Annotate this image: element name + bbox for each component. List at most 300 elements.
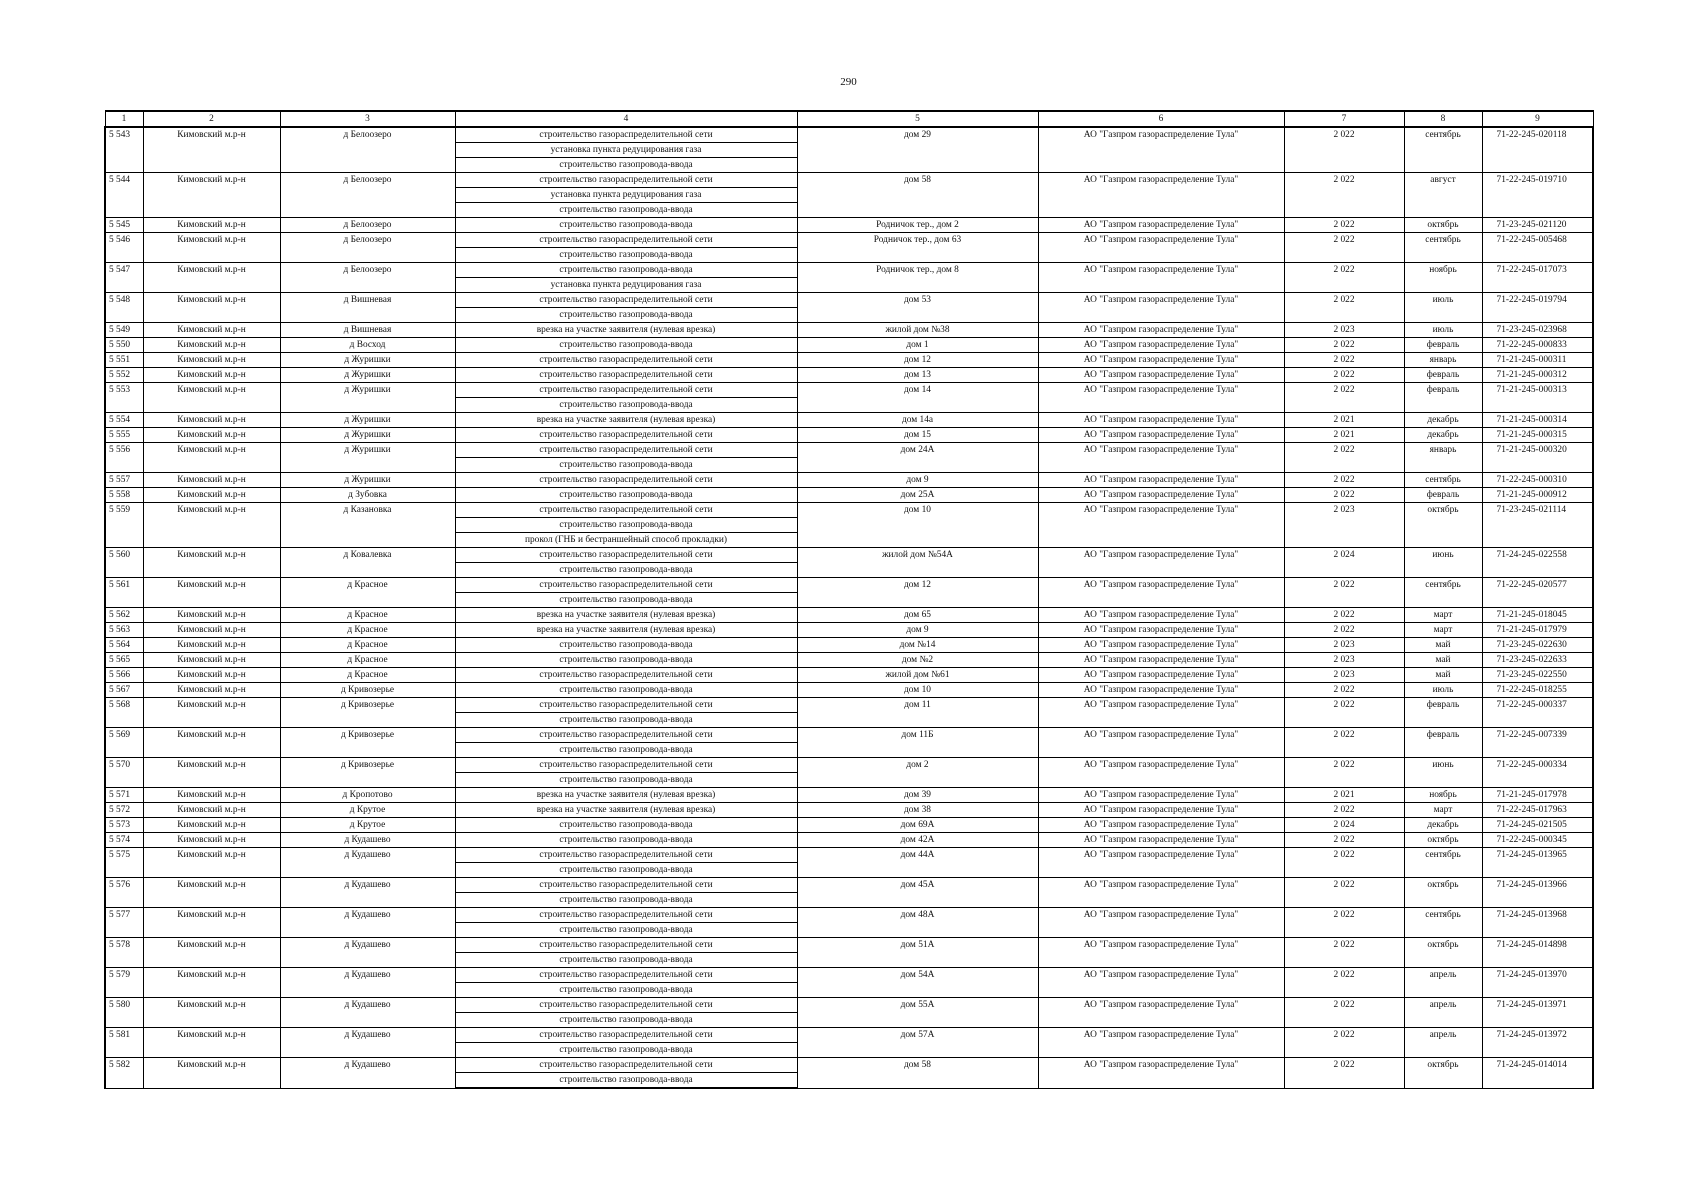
work-type-cell: строительство газораспределительной сети [455, 1028, 797, 1043]
work-type-cell: строительство газораспределительной сети [455, 848, 797, 863]
work-type-cell: строительство газопровода-ввода [455, 248, 797, 263]
locality-cell: д Кудашево [280, 878, 455, 908]
table-row [105, 758, 1593, 773]
table-row [105, 503, 1593, 518]
work-type-cell: строительство газопровода-ввода [455, 983, 797, 998]
locality-cell: д Вишневая [280, 293, 455, 323]
year-cell: 2 022 [1284, 998, 1404, 1028]
locality-cell: д Красное [280, 623, 455, 638]
year-cell: 2 022 [1284, 908, 1404, 938]
month-cell: январь [1404, 443, 1482, 473]
address-cell: дом 1 [797, 338, 1038, 353]
table-row [105, 488, 1593, 503]
address-cell: дом 12 [797, 578, 1038, 608]
work-type-cell: строительство газопровода-ввода [455, 653, 797, 668]
work-type-cell: строительство газопровода-ввода [455, 743, 797, 758]
work-type-cell: строительство газораспределительной сети [455, 233, 797, 248]
table-row [105, 908, 1593, 923]
row-number-cell: 5 581 [105, 1028, 143, 1058]
row-number-cell: 5 566 [105, 668, 143, 683]
organization-cell: АО "Газпром газораспределение Тула" [1038, 383, 1284, 413]
row-number-cell: 5 551 [105, 353, 143, 368]
work-type-cell: строительство газопровода-ввода [455, 488, 797, 503]
organization-cell: АО "Газпром газораспределение Тула" [1038, 368, 1284, 383]
row-number-cell: 5 578 [105, 938, 143, 968]
code-cell: 71-21-245-000311 [1482, 353, 1593, 368]
organization-cell: АО "Газпром газораспределение Тула" [1038, 578, 1284, 608]
year-cell: 2 022 [1284, 938, 1404, 968]
row-number-cell: 5 544 [105, 173, 143, 218]
column-header-row [105, 111, 1593, 127]
locality-cell: д Красное [280, 668, 455, 683]
work-type-cell: строительство газораспределительной сети [455, 878, 797, 893]
month-cell: декабрь [1404, 428, 1482, 443]
code-cell: 71-22-245-018255 [1482, 683, 1593, 698]
table-row [105, 368, 1593, 383]
address-cell: дом 58 [797, 173, 1038, 218]
row-number-cell: 5 579 [105, 968, 143, 998]
row-number-cell: 5 576 [105, 878, 143, 908]
code-cell: 71-24-245-013971 [1482, 998, 1593, 1028]
locality-cell: д Ковалевка [280, 548, 455, 578]
district-cell: Кимовский м.р-н [143, 833, 280, 848]
address-cell: дом 55А [797, 998, 1038, 1028]
year-cell: 2 023 [1284, 323, 1404, 338]
organization-cell: АО "Газпром газораспределение Тула" [1038, 323, 1284, 338]
month-cell: март [1404, 608, 1482, 623]
year-cell: 2 022 [1284, 878, 1404, 908]
month-cell: февраль [1404, 698, 1482, 728]
address-cell: дом 10 [797, 683, 1038, 698]
code-cell: 71-22-245-000337 [1482, 698, 1593, 728]
year-cell: 2 021 [1284, 428, 1404, 443]
row-number-cell: 5 561 [105, 578, 143, 608]
locality-cell: д Кудашево [280, 1028, 455, 1058]
month-cell: сентябрь [1404, 127, 1482, 173]
table-row [105, 413, 1593, 428]
row-number-cell: 5 574 [105, 833, 143, 848]
organization-cell: АО "Газпром газораспределение Тула" [1038, 848, 1284, 878]
locality-cell: д Белоозеро [280, 127, 455, 173]
table-row [105, 938, 1593, 953]
address-cell: Родничок тер., дом 2 [797, 218, 1038, 233]
district-cell: Кимовский м.р-н [143, 818, 280, 833]
organization-cell: АО "Газпром газораспределение Тула" [1038, 548, 1284, 578]
code-cell: 71-24-245-021505 [1482, 818, 1593, 833]
month-cell: май [1404, 653, 1482, 668]
address-cell: дом №2 [797, 653, 1038, 668]
address-cell: дом 65 [797, 608, 1038, 623]
address-cell: жилой дом №54А [797, 548, 1038, 578]
work-type-cell: строительство газораспределительной сети [455, 173, 797, 188]
row-number-cell: 5 575 [105, 848, 143, 878]
locality-cell: д Казановка [280, 503, 455, 548]
code-cell: 71-23-245-022630 [1482, 638, 1593, 653]
month-cell: июль [1404, 683, 1482, 698]
month-cell: сентябрь [1404, 578, 1482, 608]
code-cell: 71-22-245-017963 [1482, 803, 1593, 818]
table-row [105, 338, 1593, 353]
column-header: 7 [1284, 111, 1404, 127]
work-type-cell: строительство газопровода-ввода [455, 893, 797, 908]
work-type-cell: строительство газораспределительной сети [455, 968, 797, 983]
row-number-cell: 5 554 [105, 413, 143, 428]
work-type-cell: строительство газораспределительной сети [455, 938, 797, 953]
organization-cell: АО "Газпром газораспределение Тула" [1038, 818, 1284, 833]
work-type-cell: строительство газораспределительной сети [455, 698, 797, 713]
locality-cell: д Кудашево [280, 998, 455, 1028]
address-cell: дом 14 [797, 383, 1038, 413]
district-cell: Кимовский м.р-н [143, 938, 280, 968]
table-row [105, 173, 1593, 188]
year-cell: 2 022 [1284, 233, 1404, 263]
district-cell: Кимовский м.р-н [143, 623, 280, 638]
year-cell: 2 024 [1284, 548, 1404, 578]
district-cell: Кимовский м.р-н [143, 998, 280, 1028]
month-cell: сентябрь [1404, 908, 1482, 938]
row-number-cell: 5 571 [105, 788, 143, 803]
locality-cell: д Красное [280, 578, 455, 608]
locality-cell: д Кривозерье [280, 758, 455, 788]
work-type-cell: строительство газопровода-ввода [455, 458, 797, 473]
organization-cell: АО "Газпром газораспределение Тула" [1038, 998, 1284, 1028]
organization-cell: АО "Газпром газораспределение Тула" [1038, 353, 1284, 368]
row-number-cell: 5 564 [105, 638, 143, 653]
locality-cell: д Журишки [280, 413, 455, 428]
work-type-cell: строительство газораспределительной сети [455, 353, 797, 368]
address-cell: дом 53 [797, 293, 1038, 323]
work-type-cell: строительство газопровода-ввода [455, 863, 797, 878]
year-cell: 2 022 [1284, 473, 1404, 488]
table-row [105, 623, 1593, 638]
table-row [105, 698, 1593, 713]
table-row [105, 323, 1593, 338]
work-type-cell: строительство газопровода-ввода [455, 593, 797, 608]
locality-cell: д Кудашево [280, 968, 455, 998]
organization-cell: АО "Газпром газораспределение Тула" [1038, 263, 1284, 293]
district-cell: Кимовский м.р-н [143, 503, 280, 548]
organization-cell: АО "Газпром газораспределение Тула" [1038, 608, 1284, 623]
locality-cell: д Журишки [280, 473, 455, 488]
data-table [104, 110, 1594, 1089]
month-cell: октябрь [1404, 1058, 1482, 1089]
work-type-cell: врезка на участке заявителя (нулевая врезка) [455, 608, 797, 623]
month-cell: январь [1404, 353, 1482, 368]
district-cell: Кимовский м.р-н [143, 698, 280, 728]
code-cell: 71-21-245-017978 [1482, 788, 1593, 803]
row-number-cell: 5 565 [105, 653, 143, 668]
month-cell: октябрь [1404, 218, 1482, 233]
organization-cell: АО "Газпром газораспределение Тула" [1038, 803, 1284, 818]
work-type-cell: строительство газораспределительной сети [455, 443, 797, 458]
address-cell: дом №14 [797, 638, 1038, 653]
organization-cell: АО "Газпром газораспределение Тула" [1038, 653, 1284, 668]
row-number-cell: 5 555 [105, 428, 143, 443]
locality-cell: д Кудашево [280, 833, 455, 848]
locality-cell: д Кривозерье [280, 728, 455, 758]
month-cell: ноябрь [1404, 263, 1482, 293]
address-cell: дом 51А [797, 938, 1038, 968]
work-type-cell: строительство газопровода-ввода [455, 818, 797, 833]
column-header: 3 [280, 111, 455, 127]
month-cell: декабрь [1404, 413, 1482, 428]
address-cell: дом 58 [797, 1058, 1038, 1089]
table-row [105, 233, 1593, 248]
address-cell: дом 42А [797, 833, 1038, 848]
locality-cell: д Журишки [280, 428, 455, 443]
year-cell: 2 022 [1284, 848, 1404, 878]
district-cell: Кимовский м.р-н [143, 803, 280, 818]
work-type-cell: строительство газораспределительной сети [455, 908, 797, 923]
month-cell: февраль [1404, 383, 1482, 413]
work-type-cell: строительство газораспределительной сети [455, 383, 797, 398]
organization-cell: АО "Газпром газораспределение Тула" [1038, 908, 1284, 938]
table-row [105, 608, 1593, 623]
district-cell: Кимовский м.р-н [143, 638, 280, 653]
district-cell: Кимовский м.р-н [143, 683, 280, 698]
column-header: 9 [1482, 111, 1593, 127]
code-cell: 71-24-245-014014 [1482, 1058, 1593, 1089]
table-row [105, 353, 1593, 368]
district-cell: Кимовский м.р-н [143, 608, 280, 623]
year-cell: 2 021 [1284, 413, 1404, 428]
district-cell: Кимовский м.р-н [143, 968, 280, 998]
address-cell: дом 48А [797, 908, 1038, 938]
work-type-cell: прокол (ГНБ и бестраншейный способ прокладки) [455, 533, 797, 548]
locality-cell: д Вишневая [280, 323, 455, 338]
table-row [105, 668, 1593, 683]
row-number-cell: 5 558 [105, 488, 143, 503]
table-row [105, 263, 1593, 278]
locality-cell: д Кропотово [280, 788, 455, 803]
address-cell: дом 25А [797, 488, 1038, 503]
locality-cell: д Кривозерье [280, 683, 455, 698]
code-cell: 71-22-245-000334 [1482, 758, 1593, 788]
row-number-cell: 5 577 [105, 908, 143, 938]
table-row [105, 218, 1593, 233]
month-cell: февраль [1404, 488, 1482, 503]
district-cell: Кимовский м.р-н [143, 878, 280, 908]
year-cell: 2 024 [1284, 818, 1404, 833]
address-cell: дом 11Б [797, 728, 1038, 758]
code-cell: 71-22-245-000310 [1482, 473, 1593, 488]
column-header: 2 [143, 111, 280, 127]
column-header: 8 [1404, 111, 1482, 127]
work-type-cell: строительство газопровода-ввода [455, 1013, 797, 1028]
work-type-cell: строительство газораспределительной сети [455, 473, 797, 488]
year-cell: 2 022 [1284, 263, 1404, 293]
work-type-cell: строительство газораспределительной сети [455, 503, 797, 518]
organization-cell: АО "Газпром газораспределение Тула" [1038, 668, 1284, 683]
code-cell: 71-21-245-000912 [1482, 488, 1593, 503]
code-cell: 71-22-245-000833 [1482, 338, 1593, 353]
district-cell: Кимовский м.р-н [143, 548, 280, 578]
table-row [105, 638, 1593, 653]
month-cell: июнь [1404, 548, 1482, 578]
work-type-cell: врезка на участке заявителя (нулевая врезка) [455, 323, 797, 338]
locality-cell: д Белоозеро [280, 173, 455, 218]
table-row [105, 788, 1593, 803]
locality-cell: д Журишки [280, 368, 455, 383]
work-type-cell: строительство газопровода-ввода [455, 563, 797, 578]
month-cell: октябрь [1404, 938, 1482, 968]
code-cell: 71-24-245-013972 [1482, 1028, 1593, 1058]
organization-cell: АО "Газпром газораспределение Тула" [1038, 683, 1284, 698]
district-cell: Кимовский м.р-н [143, 428, 280, 443]
organization-cell: АО "Газпром газораспределение Тула" [1038, 638, 1284, 653]
table-row [105, 818, 1593, 833]
page-number: 290 [840, 76, 857, 88]
organization-cell: АО "Газпром газораспределение Тула" [1038, 1058, 1284, 1089]
address-cell: дом 69А [797, 818, 1038, 833]
address-cell: дом 24А [797, 443, 1038, 473]
work-type-cell: строительство газопровода-ввода [455, 158, 797, 173]
row-number-cell: 5 567 [105, 683, 143, 698]
code-cell: 71-21-245-000312 [1482, 368, 1593, 383]
column-header: 1 [105, 111, 143, 127]
locality-cell: д Красное [280, 608, 455, 623]
year-cell: 2 022 [1284, 127, 1404, 173]
district-cell: Кимовский м.р-н [143, 788, 280, 803]
work-type-cell: строительство газопровода-ввода [455, 773, 797, 788]
code-cell: 71-22-245-007339 [1482, 728, 1593, 758]
code-cell: 71-24-245-013966 [1482, 878, 1593, 908]
year-cell: 2 022 [1284, 338, 1404, 353]
code-cell: 71-21-245-017979 [1482, 623, 1593, 638]
district-cell: Кимовский м.р-н [143, 653, 280, 668]
row-number-cell: 5 552 [105, 368, 143, 383]
locality-cell: д Кудашево [280, 938, 455, 968]
row-number-cell: 5 556 [105, 443, 143, 473]
locality-cell: д Кудашево [280, 1058, 455, 1089]
organization-cell: АО "Газпром газораспределение Тула" [1038, 127, 1284, 173]
address-cell: жилой дом №38 [797, 323, 1038, 338]
month-cell: март [1404, 623, 1482, 638]
code-cell: 71-22-245-019710 [1482, 173, 1593, 218]
work-type-cell: установка пункта редуцирования газа [455, 143, 797, 158]
row-number-cell: 5 560 [105, 548, 143, 578]
locality-cell: д Зубовка [280, 488, 455, 503]
table-row [105, 1028, 1593, 1043]
year-cell: 2 022 [1284, 218, 1404, 233]
row-number-cell: 5 550 [105, 338, 143, 353]
work-type-cell: строительство газопровода-ввода [455, 203, 797, 218]
work-type-cell: установка пункта редуцирования газа [455, 278, 797, 293]
district-cell: Кимовский м.р-н [143, 338, 280, 353]
work-type-cell: строительство газопровода-ввода [455, 338, 797, 353]
year-cell: 2 022 [1284, 608, 1404, 623]
month-cell: февраль [1404, 728, 1482, 758]
row-number-cell: 5 559 [105, 503, 143, 548]
address-cell: дом 54А [797, 968, 1038, 998]
table-row [105, 833, 1593, 848]
year-cell: 2 022 [1284, 833, 1404, 848]
month-cell: июль [1404, 323, 1482, 338]
code-cell: 71-24-245-013968 [1482, 908, 1593, 938]
work-type-cell: строительство газопровода-ввода [455, 713, 797, 728]
row-number-cell: 5 557 [105, 473, 143, 488]
district-cell: Кимовский м.р-н [143, 578, 280, 608]
code-cell: 71-24-245-022558 [1482, 548, 1593, 578]
district-cell: Кимовский м.р-н [143, 368, 280, 383]
organization-cell: АО "Газпром газораспределение Тула" [1038, 428, 1284, 443]
month-cell: июль [1404, 293, 1482, 323]
year-cell: 2 022 [1284, 173, 1404, 218]
organization-cell: АО "Газпром газораспределение Тула" [1038, 473, 1284, 488]
work-type-cell: строительство газораспределительной сети [455, 998, 797, 1013]
address-cell: дом 29 [797, 127, 1038, 173]
district-cell: Кимовский м.р-н [143, 488, 280, 503]
organization-cell: АО "Газпром газораспределение Тула" [1038, 338, 1284, 353]
code-cell: 71-21-245-000314 [1482, 413, 1593, 428]
work-type-cell: строительство газораспределительной сети [455, 728, 797, 743]
year-cell: 2 023 [1284, 638, 1404, 653]
locality-cell: д Белоозеро [280, 233, 455, 263]
code-cell: 71-23-245-022550 [1482, 668, 1593, 683]
organization-cell: АО "Газпром газораспределение Тула" [1038, 488, 1284, 503]
district-cell: Кимовский м.р-н [143, 443, 280, 473]
address-cell: жилой дом №61 [797, 668, 1038, 683]
table-row [105, 683, 1593, 698]
year-cell: 2 022 [1284, 683, 1404, 698]
organization-cell: АО "Газпром газораспределение Тула" [1038, 413, 1284, 428]
district-cell: Кимовский м.р-н [143, 173, 280, 218]
organization-cell: АО "Газпром газораспределение Тула" [1038, 698, 1284, 728]
table-row [105, 1058, 1593, 1073]
work-type-cell: строительство газопровода-ввода [455, 1073, 797, 1089]
year-cell: 2 022 [1284, 443, 1404, 473]
address-cell: дом 9 [797, 473, 1038, 488]
organization-cell: АО "Газпром газораспределение Тула" [1038, 1028, 1284, 1058]
row-number-cell: 5 568 [105, 698, 143, 728]
month-cell: сентябрь [1404, 848, 1482, 878]
organization-cell: АО "Газпром газораспределение Тула" [1038, 938, 1284, 968]
address-cell: дом 44А [797, 848, 1038, 878]
row-number-cell: 5 543 [105, 127, 143, 173]
work-type-cell: строительство газопровода-ввода [455, 833, 797, 848]
locality-cell: д Кудашево [280, 908, 455, 938]
address-cell: Родничок тер., дом 63 [797, 233, 1038, 263]
district-cell: Кимовский м.р-н [143, 668, 280, 683]
table-row [105, 473, 1593, 488]
table-row [105, 848, 1593, 863]
month-cell: октябрь [1404, 878, 1482, 908]
row-number-cell: 5 545 [105, 218, 143, 233]
address-cell: дом 38 [797, 803, 1038, 818]
work-type-cell: строительство газопровода-ввода [455, 398, 797, 413]
year-cell: 2 022 [1284, 488, 1404, 503]
locality-cell: д Журишки [280, 353, 455, 368]
year-cell: 2 022 [1284, 383, 1404, 413]
address-cell: дом 45А [797, 878, 1038, 908]
organization-cell: АО "Газпром газораспределение Тула" [1038, 503, 1284, 548]
row-number-cell: 5 572 [105, 803, 143, 818]
work-type-cell: врезка на участке заявителя (нулевая врезка) [455, 413, 797, 428]
table-row [105, 548, 1593, 563]
locality-cell: д Красное [280, 653, 455, 668]
row-number-cell: 5 570 [105, 758, 143, 788]
row-number-cell: 5 569 [105, 728, 143, 758]
row-number-cell: 5 546 [105, 233, 143, 263]
table-row [105, 878, 1593, 893]
district-cell: Кимовский м.р-н [143, 848, 280, 878]
row-number-cell: 5 548 [105, 293, 143, 323]
work-type-cell: строительство газораспределительной сети [455, 1058, 797, 1073]
organization-cell: АО "Газпром газораспределение Тула" [1038, 233, 1284, 263]
year-cell: 2 022 [1284, 698, 1404, 728]
district-cell: Кимовский м.р-н [143, 323, 280, 338]
organization-cell: АО "Газпром газораспределение Тула" [1038, 788, 1284, 803]
